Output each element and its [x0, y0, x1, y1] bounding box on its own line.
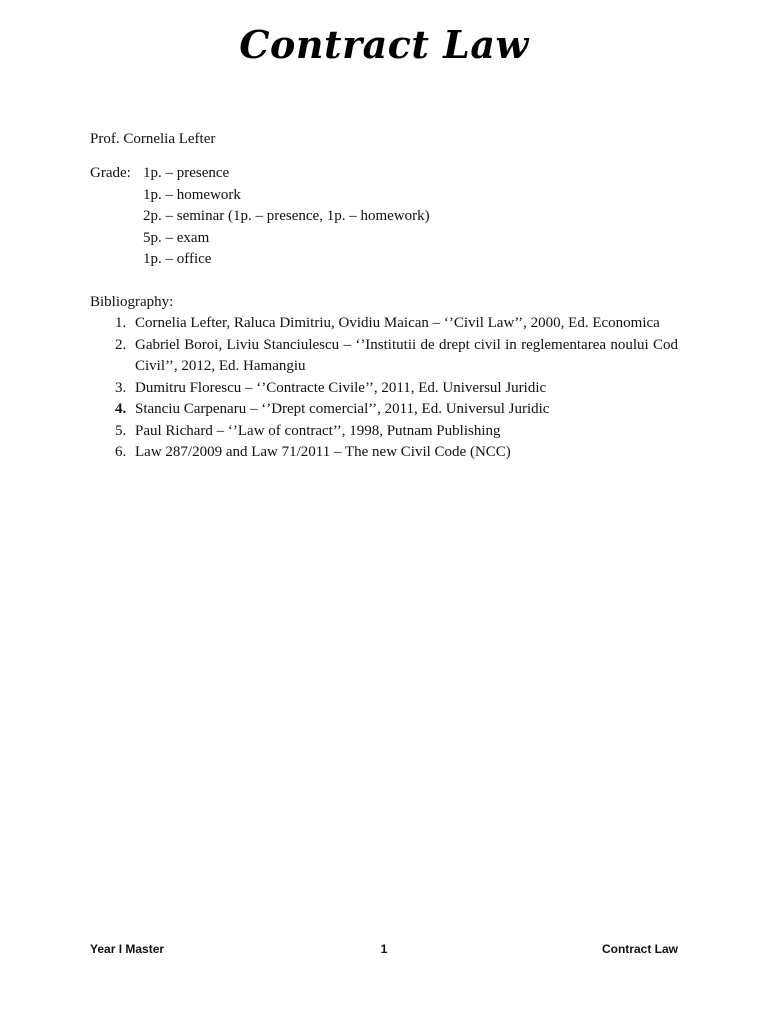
- grade-item-homework: 1p. – homework: [143, 186, 241, 203]
- bibliography-item: [90, 421, 678, 443]
- bibliography-item-number: 6.: [115, 444, 127, 460]
- bibliography-item-text: Paul Richard – ‘’Law of contract’’, 1998, Putnam Publishing: [135, 422, 501, 439]
- bibliography-item-number: 1.: [115, 315, 127, 331]
- grade-item-presence: 1p. – presence: [143, 165, 230, 181]
- bibliography-item-text: Gabriel Boroi, Liviu Stanciulescu – ‘’Institutii de drept civil in reglementarea noului Cod Civil’’, 2012, Ed. Hamangiu: [135, 336, 678, 374]
- grade-item-office: 1p. – office: [143, 251, 212, 267]
- grade-row: [90, 206, 678, 228]
- page-footer: [90, 942, 678, 962]
- bibliography-item: [90, 313, 678, 335]
- bibliography-item-text: Stanciu Carpenaru – ‘’Drept comercial’’, 2011, Ed. Universul Juridic: [135, 401, 550, 417]
- grade-row: [90, 228, 678, 250]
- bibliography-list: [90, 313, 678, 464]
- page-title: Contract Law: [239, 22, 529, 67]
- bibliography-item-number: 3.: [115, 379, 127, 396]
- bibliography-item-text: Cornelia Lefter, Raluca Dimitriu, Ovidiu Maican – ‘’Civil Law’’, 2000, Ed. Economica: [135, 315, 660, 331]
- grade-row: [90, 185, 678, 207]
- grade-item-seminar: 2p. – seminar (1p. – presence, 1p. – homework): [143, 208, 430, 224]
- bibliography-item: [90, 335, 678, 378]
- bibliography-item-number: 2.: [115, 336, 127, 353]
- professor-name: Prof. Cornelia Lefter: [90, 131, 216, 147]
- bibliography-item: [90, 442, 678, 464]
- bibliography-item-text: Dumitru Florescu – ‘’Contracte Civile’’, 2011, Ed. Universul Juridic: [135, 379, 547, 396]
- grade-section: [90, 163, 678, 271]
- footer-page-number: 1: [380, 942, 388, 956]
- grade-item-exam: 5p. – exam: [143, 229, 210, 246]
- bibliography-item-text: Law 287/2009 and Law 71/2011 – The new Civil Code (NCC): [135, 444, 511, 460]
- bibliography-item-number: 5.: [115, 422, 127, 439]
- footer-course-title: Contract Law: [601, 942, 678, 956]
- grade-label: Grade:: [90, 165, 131, 181]
- grade-row: [90, 249, 678, 271]
- bibliography-heading: Bibliography:: [90, 294, 174, 310]
- bibliography-item-number: 4.: [115, 401, 127, 417]
- bibliography-item: [90, 378, 678, 400]
- bibliography-item: [90, 399, 678, 421]
- footer-course-level: Year I Master: [90, 942, 165, 956]
- grade-row: [90, 163, 678, 185]
